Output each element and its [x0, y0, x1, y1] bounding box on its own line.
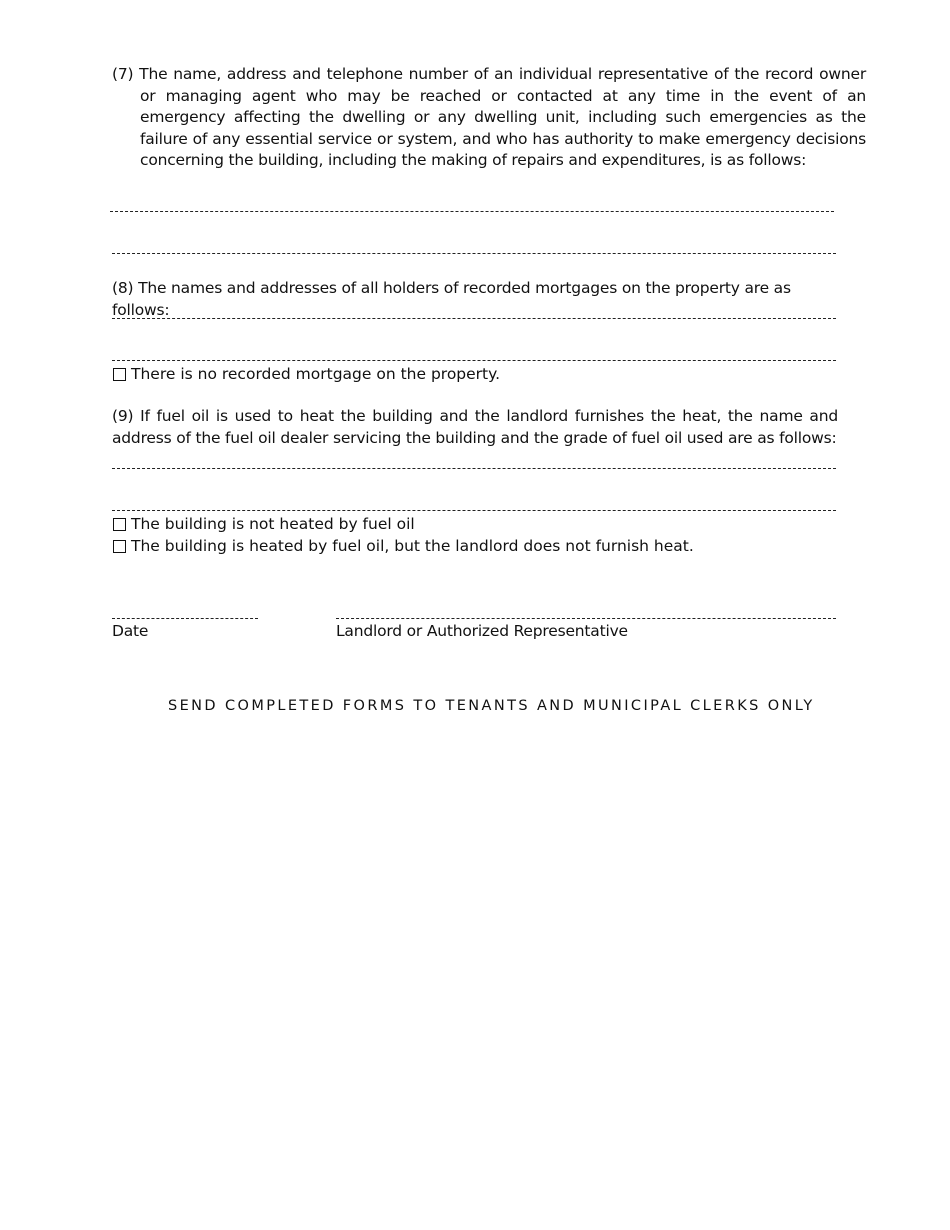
date-line[interactable]	[112, 618, 258, 619]
item-8-answer-line-2[interactable]	[112, 360, 836, 361]
item-8-answer-line-1[interactable]	[112, 318, 836, 319]
no-mortgage-option[interactable]	[113, 364, 500, 385]
item-9-text: (9) If fuel oil is used to heat the building and the landlord furnishes the heat, the name and address of the fuel oil dealer servicing the building and the grade of fuel oil used are as follows:	[112, 407, 838, 447]
item-8-text: (8) The names and addresses of all holders of recorded mortgages on the property are as follows:	[112, 279, 791, 319]
no-furnish-label: The building is heated by fuel oil, but the landlord does not furnish heat.	[131, 537, 694, 555]
item-9-answer-line-1[interactable]	[112, 468, 836, 469]
not-heated-option[interactable]	[113, 514, 415, 535]
no-furnish-option[interactable]	[113, 536, 694, 557]
signature-line[interactable]	[336, 618, 836, 619]
no-furnish-checkbox[interactable]	[113, 540, 126, 553]
item-7-answer-line-1[interactable]	[110, 211, 834, 212]
not-heated-checkbox[interactable]	[113, 518, 126, 531]
no-mortgage-checkbox[interactable]	[113, 368, 126, 381]
date-label: Date	[112, 622, 149, 640]
no-mortgage-label: There is no recorded mortgage on the property.	[131, 365, 501, 383]
item-9-answer-line-2[interactable]	[112, 510, 836, 511]
item-7-text: (7) The name, address and telephone number of an individual representative of the record owner or managing agent who may be reached or contacted at any time in the event of an emergency affecting the dwelling or any dwelling unit, including such emergencies as the failure of any essential service or system, and who has authority to make emergency decisions concerning the building, including the making of repairs and expenditures, is as follows:	[112, 65, 866, 169]
item-7-answer-line-2[interactable]	[112, 253, 836, 254]
footer-instruction: SEND COMPLETED FORMS TO TENANTS AND MUNICIPAL CLERKS ONLY	[168, 698, 815, 714]
landlord-label: Landlord or Authorized Representative	[336, 622, 628, 640]
not-heated-label: The building is not heated by fuel oil	[131, 515, 415, 533]
